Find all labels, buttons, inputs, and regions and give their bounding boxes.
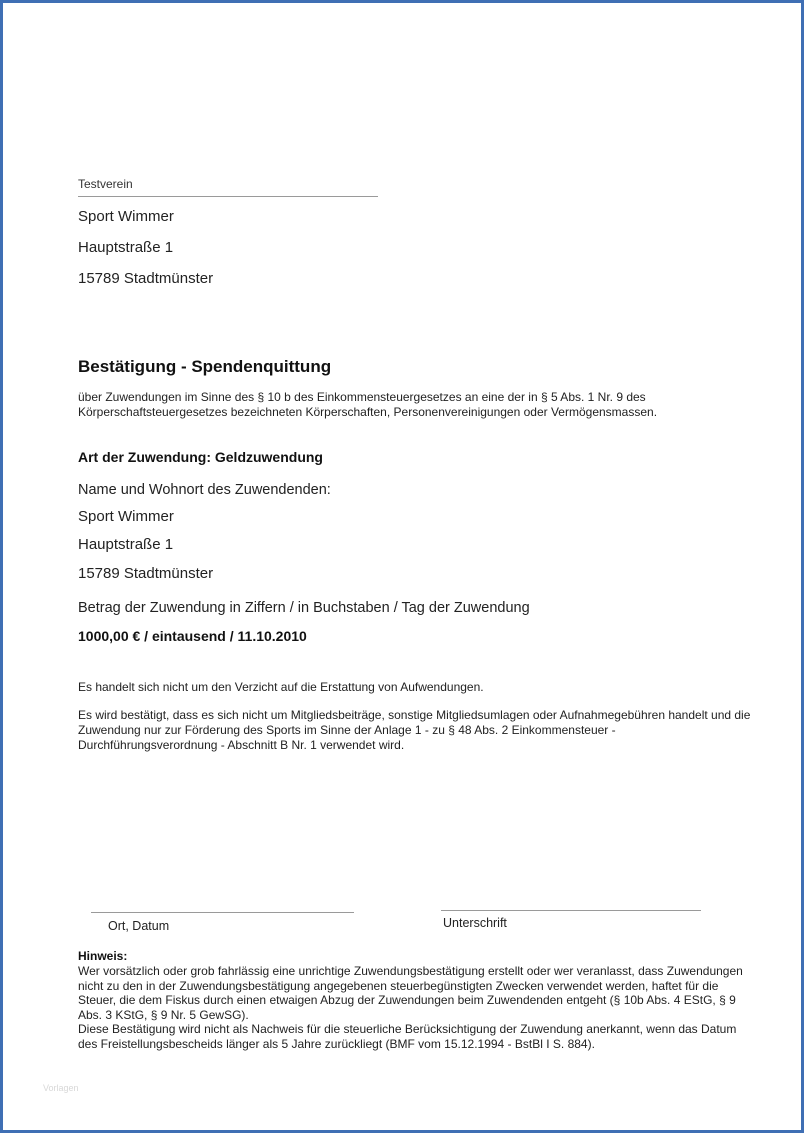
donor-name: Sport Wimmer	[78, 508, 174, 525]
sender-divider	[78, 196, 378, 197]
note-heading: Hinweis:	[78, 949, 128, 963]
sender-city: 15789 Stadtmünster	[78, 270, 214, 287]
note-body	[78, 964, 758, 1052]
no-waiver-text: Es handelt sich nicht um den Verzicht auf die Erstattung von Aufwendungen.	[78, 680, 484, 694]
place-date-label: Ort, Datum	[108, 919, 170, 933]
signature-line	[441, 910, 701, 911]
intro-text: über Zuwendungen im Sinne des § 10 b des Einkommensteuergesetzes an eine der in § 5 Abs. 1 Nr. 9 des Körperschaftsteuergesetzes bezeichneten Körperschaften, Personenvereinigungen oder Vermögensmassen.	[78, 390, 658, 419]
sender-name: Sport Wimmer	[78, 208, 174, 225]
donor-street: Hauptstraße 1	[78, 536, 174, 553]
sender-org: Testverein	[78, 177, 133, 191]
amount-label: Betrag der Zuwendung in Ziffern / in Buchstaben / Tag der Zuwendung	[78, 600, 530, 616]
sender-street: Hauptstraße 1	[78, 239, 174, 256]
place-date-line	[91, 912, 354, 913]
donation-type: Art der Zuwendung: Geldzuwendung	[78, 449, 323, 465]
confirmation-text: Es wird bestätigt, dass es sich nicht um Mitgliedsbeiträge, sonstige Mitgliedsumlagen oder Aufnahmegebühren handelt und die Zuwendung nur zur Förderung des Sports im Sinne der Anlage 1 - zu § 48 Abs. 2 Einkommensteuer - Durchführungsverordnung - Abschnitt B Nr. 1 verwendet wird.	[78, 708, 751, 752]
document-title: Bestätigung - Spendenquittung	[78, 357, 332, 376]
note-liability-text: Wer vorsätzlich oder grob fahrlässig eine unrichtige Zuwendungsbestätigung erstellt oder wer veranlasst, dass Zuwendungen nicht zu den in der Zuwendungsbestätigung angegebenen steuerbegünstigten Zwecken verwendet werden, haftet für die Steuer, die dem Fiskus durch einen etwaigen Abzug der Zuwendungen beim Zuwendenden entgeht (§ 10b Abs. 4 EStG, § 9 Abs. 3 KStG, § 9 Nr. 5 GewSG).	[78, 964, 743, 1022]
donor-city: 15789 Stadtmünster	[78, 565, 214, 582]
amount-value: 1000,00 € / eintausend / 11.10.2010	[78, 628, 307, 644]
donor-label: Name und Wohnort des Zuwendenden:	[78, 482, 331, 498]
note-validity-text: Diese Bestätigung wird nicht als Nachweis für die steuerliche Berücksichtigung der Zuwendung anerkannt, wenn das Datum des Freistellungsbescheids länger als 5 Jahre zurückliegt (BMF vom 15.12.1994 - BstBl I S. 884).	[78, 1022, 737, 1051]
signature-label: Unterschrift	[443, 916, 507, 930]
watermark: Vorlagen	[43, 1083, 79, 1093]
